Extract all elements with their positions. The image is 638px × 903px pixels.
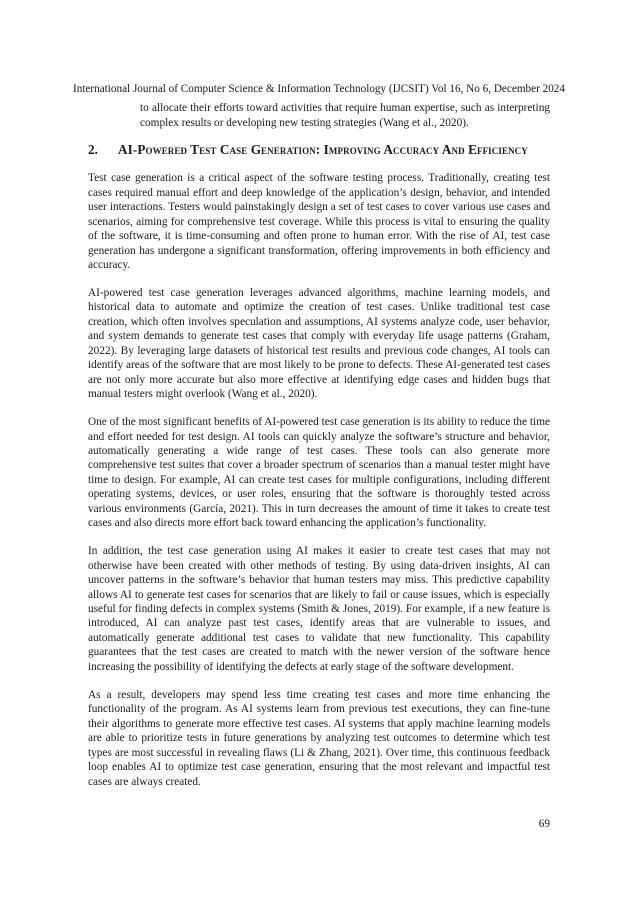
section-number: 2.	[88, 142, 98, 158]
section-heading	[88, 142, 550, 158]
running-header: International Journal of Computer Science & Information Technology (IJCSIT) Vol 16, No 6, December 2024	[73, 83, 565, 95]
body-paragraph: Test case generation is a critical aspect of the software testing process. Traditionally, creating test cases required manual effort and deep knowledge of the application’s design, behavior, and intended user interactions. Testers would painstakingly design a set of test cases to cover various use cases and scenarios, aiming for comprehensive test coverage. While this process is vital to ensuring the quality of the software, it is time-consuming and often prone to human error. With the rise of AI, test case generation has undergone a significant transformation, offering improvements in both efficiency and accuracy.	[88, 172, 550, 271]
page-number: 69	[538, 818, 550, 830]
section-title: AI-Powered Test Case Generation: Improving Accuracy And Efficiency	[118, 142, 528, 158]
body-paragraph: In addition, the test case generation using AI makes it easier to create test cases that may not otherwise have been created with other methods of testing. By using data-driven insights, AI can uncover patterns in the software’s behavior that human testers may miss. This predictive capability allows AI to generate test cases for scenarios that are likely to fail or cause issues, which is especially useful for finding defects in complex systems (Smith & Jones, 2019). For example, if a new feature is introduced, AI can analyze past test cases, identify areas that are vulnerable to issues, and automatically generate additional test cases to validate that new functionality. This capability guarantees that the test cases are created to match with the newer version of the software hence increasing the possibility of identifying the defects at early stage of the software development.	[88, 545, 550, 673]
body-paragraph: AI-powered test case generation leverages advanced algorithms, machine learning models, and historical data to automate and optimize the creation of test cases. Unlike traditional test case creation, which often involves speculation and assumptions, AI systems analyze code, user behavior, and system demands to generate test cases that comply with everyday life usage patterns (Graham, 2022). By leveraging large datasets of historical test results and previous code changes, AI tools can identify areas of the software that are most likely to be prone to defects. These AI-generated test cases are not only more accurate but also more effective at identifying edge cases and hidden bugs that manual testers might overlook (Wang et al., 2020).	[88, 286, 550, 401]
page-body	[88, 101, 550, 789]
body-paragraph: One of the most significant benefits of AI-powered test case generation is its ability to reduce the time and effort needed for test design. AI tools can quickly analyze the software’s structure and behavior, automatically generating a wide range of test cases. These tools can also generate more comprehensive test suites that cover a broader spectrum of scenarios than a manual tester might have time to design. For example, AI can create test cases for multiple configurations, including different operating systems, devices, or user roles, ensuring that the software is thoroughly tested across various environments (García, 2021). This in turn decreases the amount of time it takes to create test cases and also directs more effort back toward enhancing the application’s functionality.	[88, 416, 550, 530]
continued-paragraph: to allocate their efforts toward activities that require human expertise, such as interpreting complex results or developing new testing strategies (Wang et al., 2020).	[140, 102, 550, 129]
body-paragraph: As a result, developers may spend less time creating test cases and more time enhancing the functionality of the program. As AI systems learn from previous test executions, they can fine-tune their algorithms to generate more effective test cases. AI systems that apply machine learning models are able to prioritize tests in future generations by analyzing test outcomes to determine which test types are most successful in revealing flaws (Li & Zhang, 2021). Over time, this continuous feedback loop enables AI to optimize test case generation, ensuring that the most relevant and impactful test cases are always created.	[88, 688, 550, 788]
